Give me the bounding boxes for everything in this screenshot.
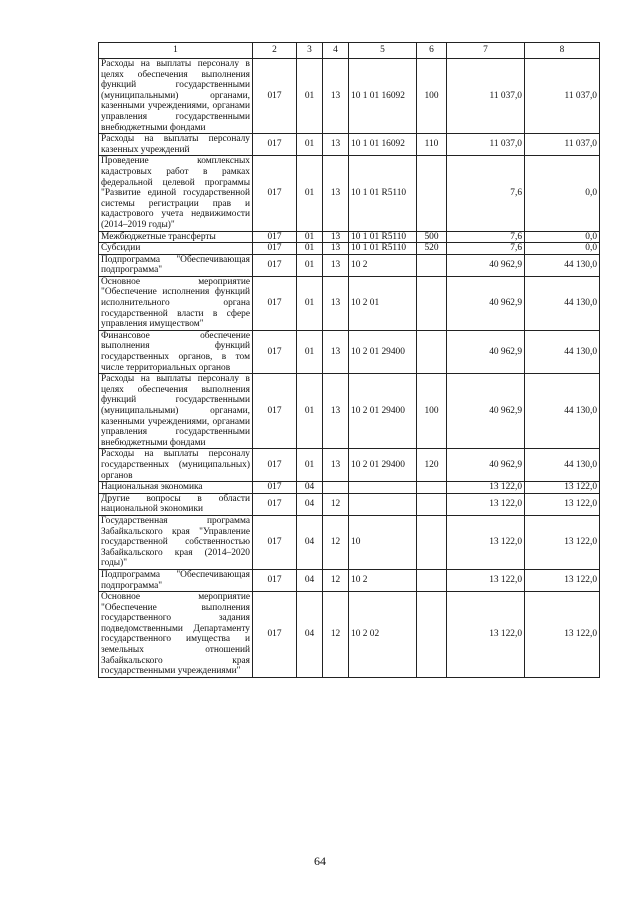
row-name-cell: Расходы на выплаты персоналу государственных (муниципальных) органов — [99, 449, 253, 482]
table-row — [99, 330, 600, 373]
section-cell: 04 — [297, 482, 323, 494]
expense-type-cell: 100 — [417, 59, 447, 134]
amount-year-2-cell: 0,0 — [525, 231, 600, 243]
target-article-cell: 10 2 01 29400 — [349, 330, 417, 373]
amount-year-2-cell: 44 130,0 — [525, 374, 600, 449]
target-article-cell: 10 2 — [349, 569, 417, 591]
target-article-cell: 10 2 02 — [349, 592, 417, 678]
admin-code-cell: 017 — [253, 330, 297, 373]
amount-year-1-cell: 40 962,9 — [447, 449, 525, 482]
row-name-cell: Государственная программа Забайкальского края "Управление государственной собственностью Забайкальского края (2014–2020 годы)" — [99, 515, 253, 569]
row-name-cell: Национальная экономика — [99, 482, 253, 494]
amount-year-2-cell: 13 122,0 — [525, 592, 600, 678]
target-article-cell: 10 2 01 29400 — [349, 449, 417, 482]
admin-code-cell: 017 — [253, 243, 297, 255]
admin-code-cell: 017 — [253, 59, 297, 134]
target-article-cell: 10 2 01 — [349, 276, 417, 330]
table-row — [99, 254, 600, 276]
column-header: 4 — [323, 43, 349, 59]
subsection-cell: 12 — [323, 592, 349, 678]
column-header: 2 — [253, 43, 297, 59]
row-name-cell: Субсидии — [99, 243, 253, 255]
row-name-cell: Расходы на выплаты персоналу казенных учреждений — [99, 134, 253, 156]
section-cell: 01 — [297, 276, 323, 330]
target-article-cell: 10 1 01 R5110 — [349, 243, 417, 255]
column-header: 1 — [99, 43, 253, 59]
row-name-cell: Подпрограмма "Обеспечивающая подпрограмма" — [99, 254, 253, 276]
admin-code-cell: 017 — [253, 592, 297, 678]
expense-type-cell — [417, 330, 447, 373]
table-row — [99, 59, 600, 134]
target-article-cell: 10 1 01 R5110 — [349, 231, 417, 243]
column-header: 8 — [525, 43, 600, 59]
row-name-cell: Проведение комплексных кадастровых работ в рамках федеральной целевой программы "Развитие единой государственной системы регистрации прав и кадастрового учета недвижимости (2014–2019 годы)" — [99, 156, 253, 231]
expense-type-cell — [417, 254, 447, 276]
table-row — [99, 482, 600, 494]
expense-type-cell: 500 — [417, 231, 447, 243]
admin-code-cell: 017 — [253, 493, 297, 515]
subsection-cell: 13 — [323, 330, 349, 373]
admin-code-cell: 017 — [253, 276, 297, 330]
amount-year-2-cell: 13 122,0 — [525, 493, 600, 515]
table-row — [99, 231, 600, 243]
section-cell: 01 — [297, 59, 323, 134]
row-name-cell: Основное мероприятие "Обеспечение исполнения функций исполнительного органа государственной власти в сфере управления имуществом" — [99, 276, 253, 330]
admin-code-cell: 017 — [253, 374, 297, 449]
column-header: 5 — [349, 43, 417, 59]
section-cell: 04 — [297, 592, 323, 678]
table-row — [99, 134, 600, 156]
amount-year-1-cell: 13 122,0 — [447, 592, 525, 678]
row-name-cell: Межбюджетные трансферты — [99, 231, 253, 243]
admin-code-cell: 017 — [253, 449, 297, 482]
table-row — [99, 449, 600, 482]
subsection-cell — [323, 482, 349, 494]
subsection-cell: 13 — [323, 276, 349, 330]
amount-year-2-cell: 13 122,0 — [525, 569, 600, 591]
target-article-cell: 10 1 01 16092 — [349, 134, 417, 156]
admin-code-cell: 017 — [253, 254, 297, 276]
table-row — [99, 515, 600, 569]
target-article-cell — [349, 493, 417, 515]
section-cell: 01 — [297, 374, 323, 449]
section-cell: 01 — [297, 243, 323, 255]
expense-type-cell: 110 — [417, 134, 447, 156]
amount-year-2-cell: 13 122,0 — [525, 515, 600, 569]
admin-code-cell: 017 — [253, 569, 297, 591]
expense-type-cell: 120 — [417, 449, 447, 482]
subsection-cell: 13 — [323, 134, 349, 156]
row-name-cell: Основное мероприятие "Обеспечение выполнения государственного задания подведомственными Департаменту государственного имущества и земельных отношений Забайкальского края государственными учреждениями" — [99, 592, 253, 678]
expense-type-cell — [417, 569, 447, 591]
table-row — [99, 243, 600, 255]
amount-year-1-cell: 40 962,9 — [447, 254, 525, 276]
expense-type-cell — [417, 592, 447, 678]
subsection-cell: 13 — [323, 243, 349, 255]
table-row — [99, 493, 600, 515]
section-cell: 04 — [297, 493, 323, 515]
amount-year-2-cell: 13 122,0 — [525, 482, 600, 494]
subsection-cell: 13 — [323, 374, 349, 449]
amount-year-1-cell: 11 037,0 — [447, 59, 525, 134]
row-name-cell: Расходы на выплаты персоналу в целях обеспечения выполнения функций государственными (муниципальными) органами, казенными учреждениями, органами управления государственными внебюджетными фондами — [99, 59, 253, 134]
amount-year-1-cell: 13 122,0 — [447, 569, 525, 591]
amount-year-2-cell: 0,0 — [525, 156, 600, 231]
table-header-row — [99, 43, 600, 59]
amount-year-1-cell: 7,6 — [447, 231, 525, 243]
section-cell: 01 — [297, 156, 323, 231]
table-row — [99, 374, 600, 449]
target-article-cell: 10 — [349, 515, 417, 569]
expense-type-cell: 520 — [417, 243, 447, 255]
row-name-cell: Подпрограмма "Обеспечивающая подпрограмма" — [99, 569, 253, 591]
page-number: 64 — [314, 854, 326, 868]
target-article-cell: 10 1 01 R5110 — [349, 156, 417, 231]
admin-code-cell: 017 — [253, 134, 297, 156]
amount-year-2-cell: 44 130,0 — [525, 276, 600, 330]
amount-year-1-cell: 7,6 — [447, 156, 525, 231]
column-header: 7 — [447, 43, 525, 59]
table-row — [99, 592, 600, 678]
expense-type-cell — [417, 515, 447, 569]
expense-type-cell — [417, 156, 447, 231]
expense-type-cell — [417, 493, 447, 515]
subsection-cell: 12 — [323, 493, 349, 515]
amount-year-1-cell: 7,6 — [447, 243, 525, 255]
amount-year-2-cell: 11 037,0 — [525, 134, 600, 156]
column-header: 6 — [417, 43, 447, 59]
subsection-cell: 13 — [323, 449, 349, 482]
expense-type-cell: 100 — [417, 374, 447, 449]
section-cell: 01 — [297, 330, 323, 373]
expense-type-cell — [417, 482, 447, 494]
budget-table — [98, 42, 600, 678]
subsection-cell: 13 — [323, 254, 349, 276]
target-article-cell: 10 2 — [349, 254, 417, 276]
amount-year-1-cell: 11 037,0 — [447, 134, 525, 156]
section-cell: 01 — [297, 449, 323, 482]
amount-year-1-cell: 40 962,9 — [447, 330, 525, 373]
table-row — [99, 276, 600, 330]
subsection-cell: 13 — [323, 231, 349, 243]
section-cell: 04 — [297, 569, 323, 591]
table-row — [99, 569, 600, 591]
amount-year-2-cell: 44 130,0 — [525, 254, 600, 276]
admin-code-cell: 017 — [253, 156, 297, 231]
row-name-cell: Расходы на выплаты персоналу в целях обеспечения выполнения функций государственными (муниципальными) органами, казенными учреждениями, органами управления государственными внебюджетными фондами — [99, 374, 253, 449]
amount-year-2-cell: 11 037,0 — [525, 59, 600, 134]
table-row — [99, 156, 600, 231]
section-cell: 01 — [297, 254, 323, 276]
subsection-cell: 13 — [323, 59, 349, 134]
amount-year-1-cell: 13 122,0 — [447, 482, 525, 494]
amount-year-1-cell: 40 962,9 — [447, 374, 525, 449]
subsection-cell: 13 — [323, 156, 349, 231]
admin-code-cell: 017 — [253, 482, 297, 494]
section-cell: 01 — [297, 231, 323, 243]
target-article-cell: 10 2 01 29400 — [349, 374, 417, 449]
section-cell: 01 — [297, 134, 323, 156]
amount-year-1-cell: 13 122,0 — [447, 493, 525, 515]
row-name-cell: Финансовое обеспечение выполнения функций государственных органов, в том числе территориальных органов — [99, 330, 253, 373]
amount-year-2-cell: 0,0 — [525, 243, 600, 255]
target-article-cell: 10 1 01 16092 — [349, 59, 417, 134]
amount-year-1-cell: 13 122,0 — [447, 515, 525, 569]
admin-code-cell: 017 — [253, 515, 297, 569]
section-cell: 04 — [297, 515, 323, 569]
row-name-cell: Другие вопросы в области национальной экономики — [99, 493, 253, 515]
amount-year-1-cell: 40 962,9 — [447, 276, 525, 330]
amount-year-2-cell: 44 130,0 — [525, 330, 600, 373]
subsection-cell: 12 — [323, 569, 349, 591]
expense-type-cell — [417, 276, 447, 330]
subsection-cell: 12 — [323, 515, 349, 569]
amount-year-2-cell: 44 130,0 — [525, 449, 600, 482]
target-article-cell — [349, 482, 417, 494]
column-header: 3 — [297, 43, 323, 59]
admin-code-cell: 017 — [253, 231, 297, 243]
